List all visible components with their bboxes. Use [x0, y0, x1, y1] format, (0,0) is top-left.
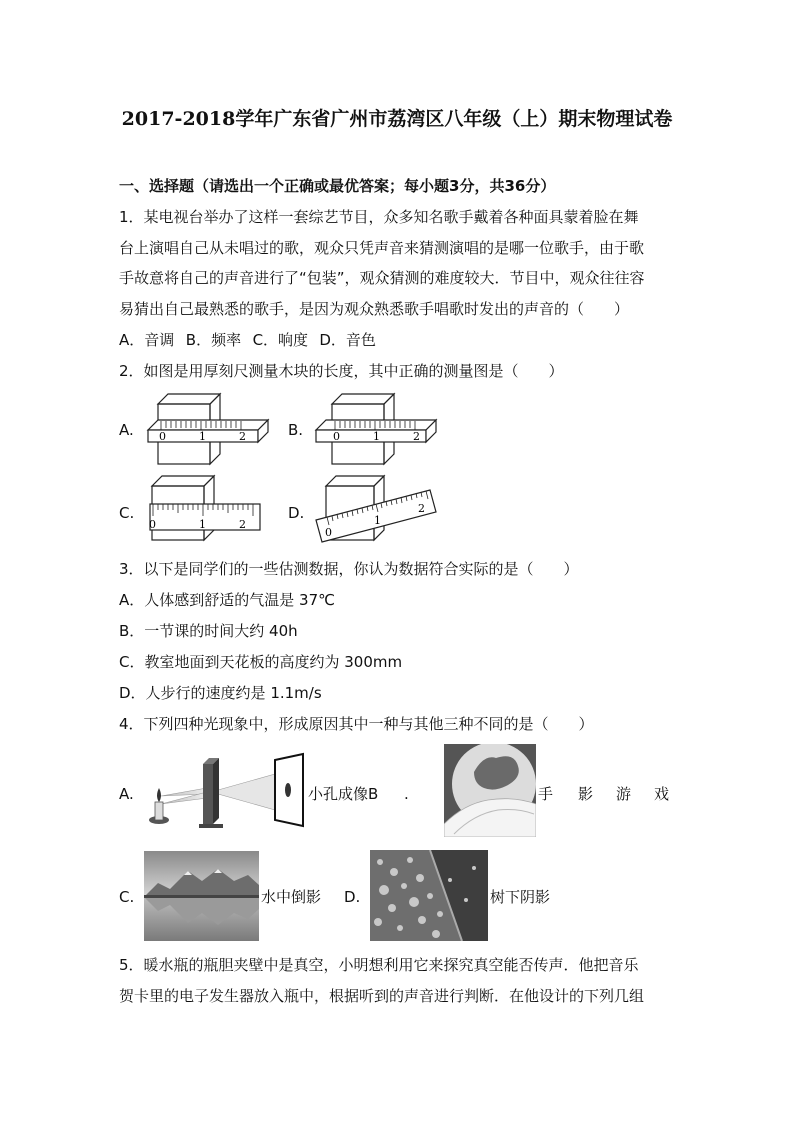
tick-label: 2: [418, 502, 425, 515]
tree-shadow-photo[interactable]: [370, 850, 488, 941]
tick-label: 1: [374, 514, 381, 527]
ruler-figure-b: [310, 390, 438, 470]
q3-option-a[interactable]: A．人体感到舒适的气温是 37℃: [119, 591, 335, 609]
ruler-figure-d: [312, 474, 438, 546]
tick-label: 1: [199, 518, 206, 531]
q4-caption-c: 水中倒影: [261, 888, 322, 906]
q1-line-4: 易猜出自己最熟悉的歌手，是因为观众熟悉歌手唱歌时发出的声音的（ ）: [119, 300, 630, 318]
tick-label: 1: [199, 430, 206, 443]
q4-text: 4．下列四种光现象中，形成原因其中一种与其他三种不同的是（ ）: [119, 715, 594, 733]
tick-label: 2: [239, 430, 246, 443]
q5-line-1: 5．暖水瓶的瓶胆夹壁中是真空，小明想利用它来探究真空能否传声．他把音乐: [119, 956, 639, 974]
water-reflection-photo[interactable]: [144, 851, 259, 941]
q1-options: [119, 330, 381, 350]
tick-label: 2: [239, 518, 246, 531]
q1-line-1: 1．某电视台举办了这样一套综艺节目，众多知名歌手戴着各种面具蒙着脸在舞: [119, 208, 639, 226]
q3-text: 3．以下是同学们的一些估测数据，你认为数据符合实际的是（ ）: [119, 560, 579, 578]
tick-label: 2: [413, 430, 420, 443]
q4-caption-b-3: 游: [616, 785, 632, 803]
q4-label-d[interactable]: D.: [344, 888, 361, 906]
tick-label: 1: [373, 430, 380, 443]
q4-caption-b-2: 影: [578, 785, 594, 803]
q3-option-d[interactable]: D．人步行的速度约是 1.1m/s: [119, 684, 322, 702]
q2-text: 2．如图是用厚刻尺测量木块的长度，其中正确的测量图是（ ）: [119, 362, 564, 380]
q4-caption-a: 小孔成像B: [308, 785, 379, 803]
q1-option-c[interactable]: C．响度: [252, 331, 309, 349]
tick-label: 0: [325, 526, 332, 539]
tick-label: 0: [149, 518, 156, 531]
page-title: 2017-2018学年广东省广州市荔湾区八年级（上）期末物理试卷: [121, 108, 673, 130]
q3-option-c[interactable]: C．教室地面到天花板的高度约为 300mm: [119, 653, 403, 671]
q1-line-3: 手故意将自己的声音进行了“包装”，观众猜测的难度较大．节目中，观众往往容: [119, 269, 645, 287]
q4-label-a[interactable]: A.: [119, 785, 134, 803]
q2-label-c[interactable]: C.: [119, 504, 135, 522]
q2-label-b[interactable]: B.: [288, 421, 304, 439]
tick-label: 0: [333, 430, 340, 443]
q4-label-b-dot: .: [404, 785, 409, 803]
q4-caption-b-1: 手: [538, 785, 554, 803]
q2-label-a[interactable]: A.: [119, 421, 134, 439]
q1-option-a[interactable]: A．音调: [119, 331, 175, 349]
ruler-figure-c: [142, 474, 266, 546]
section-heading: 一、选择题（请选出一个正确或最优答案；每小题3分，共36分）: [119, 177, 556, 195]
hand-shadow-photo[interactable]: [444, 744, 536, 837]
ruler-figure-a: [142, 390, 270, 470]
q3-option-b[interactable]: B．一节课的时间大约 40h: [119, 622, 298, 640]
q4-label-c[interactable]: C.: [119, 888, 135, 906]
pinhole-camera-figure: [145, 750, 305, 830]
q1-line-2: 台上演唱自己从未唱过的歌，观众只凭声音来猜测演唱的是哪一位歌手，由于歌: [119, 239, 645, 257]
q5-line-2: 贺卡里的电子发生器放入瓶中，根据听到的声音进行判断．在他设计的下列几组: [119, 987, 645, 1005]
q1-option-d[interactable]: D．音色: [319, 331, 376, 349]
q1-option-b[interactable]: B．频率: [185, 331, 242, 349]
q2-label-d[interactable]: D.: [288, 504, 305, 522]
q4-caption-b-4: 戏: [654, 785, 670, 803]
q4-caption-d: 树下阴影: [490, 888, 551, 906]
tick-label: 0: [159, 430, 166, 443]
